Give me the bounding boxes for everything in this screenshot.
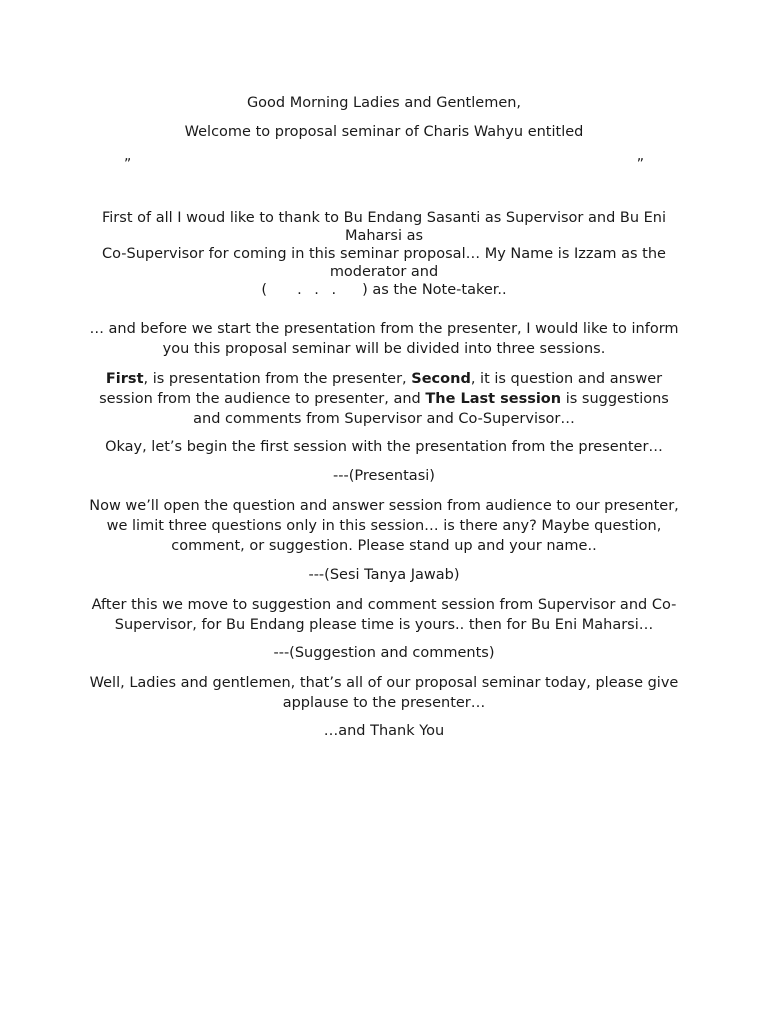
second-session-label: Second	[411, 371, 471, 387]
thanks-paragraph	[84, 209, 684, 299]
first-session-label: First	[105, 371, 144, 387]
closing-paragraph: Well, Ladies and gentlemen, that’s all of our proposal seminar today, please give applause to the presenter…	[89, 675, 679, 711]
suggestion-paragraph: After this we move to suggestion and comment session from Supervisor and Co-Supervisor, for Bu Endang please time is yours.. then for Bu Eni Maharsi…	[91, 597, 677, 633]
thanks-line-1: First of all I woud like to thank to Bu Endang Sasanti as Supervisor and Bu Eni	[101, 210, 667, 226]
thanks-line-2: Maharsi as	[344, 228, 424, 244]
note-taker-label: ) as the Note-taker..	[362, 282, 507, 298]
presentation-marker: ---(Presentasi)	[333, 468, 435, 484]
note-taker-open-paren: (	[261, 282, 268, 298]
intro-paragraph: … and before we start the presentation from the presenter, I would like to inform you this proposal seminar will be divided into three sessions.	[89, 321, 679, 357]
qa-marker: ---(Sesi Tanya Jawab)	[308, 567, 460, 583]
thanks-line-4: moderator and	[329, 264, 439, 280]
qa-paragraph: Now we’ll open the question and answer session from audience to our presenter, we limit three questions only in this session… is there any? Maybe question, comment, or suggestion. Please stand up and your name..	[89, 498, 679, 554]
second-session-text: , it is question and answer session from the audience to presenter, and	[99, 371, 663, 407]
begin-paragraph: Okay, let’s begin the first session with the presentation from the presenter…	[105, 439, 663, 455]
opening-quote-mark: „	[124, 148, 132, 164]
greeting: Good Morning Ladies and Gentlemen,	[246, 95, 522, 111]
closing-quote-mark: „	[636, 148, 644, 164]
last-session-text: is suggestions and comments from Supervisor and Co-Supervisor…	[193, 391, 669, 427]
title-placeholder	[120, 148, 648, 168]
welcome-line: Welcome to proposal seminar of Charis Wahyu entitled	[184, 124, 584, 140]
note-taker-blank: . . .	[297, 282, 341, 298]
thanks-line-3: Co-Supervisor for coming in this seminar proposal… My Name is Izzam as the	[102, 246, 666, 262]
note-taker-line	[84, 281, 684, 299]
last-session-label: The Last session	[425, 391, 562, 407]
suggestion-marker: ---(Suggestion and comments)	[273, 645, 495, 661]
sessions-paragraph	[84, 369, 684, 429]
first-session-text: , is presentation from the presenter,	[143, 371, 412, 387]
thank-you-line: …and Thank You	[323, 723, 445, 739]
